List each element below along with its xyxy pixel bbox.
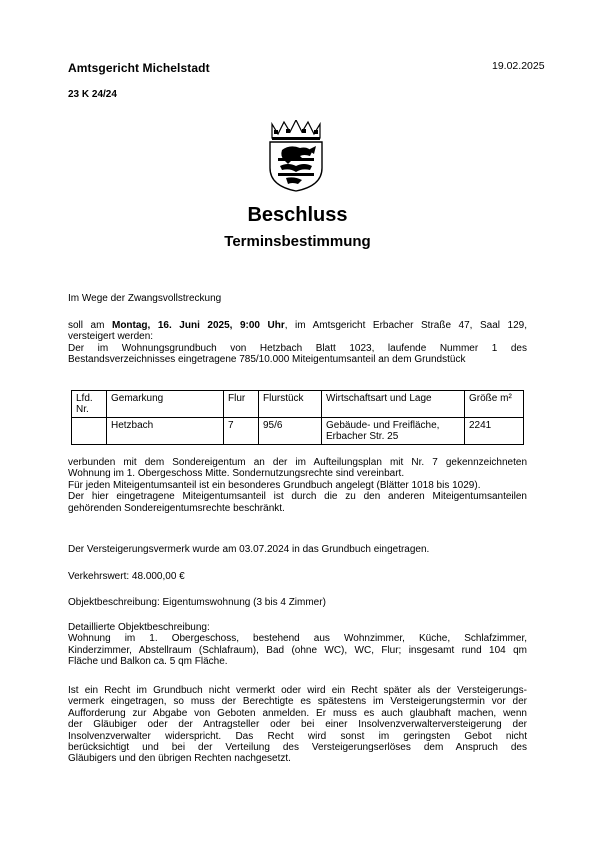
document-date: 19.02.2025 (492, 60, 545, 72)
table-cell: 95/6 (259, 417, 322, 444)
table-cell: 2241 (465, 417, 524, 444)
document-subtitle: Terminsbestimmung (224, 233, 371, 250)
auction-line-4: Bestandsverzeichnisses eingetragene 785/10.000 Miteigentumsanteil an dem Grundstück (68, 354, 466, 366)
text-line: Fläche und Balkon ca. 5 qm Fläche. (68, 656, 228, 668)
table-header-cell: Flur (224, 391, 259, 418)
text-line: Der hier eingetragene Miteigentumsanteil ist durch die zu den anderen Miteigentumsanteilen (68, 491, 527, 503)
document-title: Beschluss (247, 204, 348, 226)
text-line: berücksichtigt und bei der Verteilung des Versteigerungserlöses dem Anspruch des (68, 742, 527, 754)
file-number: 23 K 24/24 (68, 89, 117, 100)
hesse-coat-of-arms-icon (264, 120, 328, 192)
detail-paragraph (68, 622, 527, 668)
text-line: Insolvenzverwalter widerspricht. Das Recht wird sonst im geringsten Gebot nicht (68, 730, 527, 742)
court-name: Amtsgericht Michelstadt (68, 61, 210, 75)
table-header-cell: Größe m² (465, 391, 524, 418)
auction-date-time: Montag, 16. Juni 2025, 9:00 Uhr (111, 320, 285, 331)
auction-paragraph (68, 320, 527, 366)
table-header-cell: Flurstück (259, 391, 322, 418)
verkehrswert-text: Verkehrswert: 48.000,00 € (68, 571, 185, 582)
auction-suffix: , im Amtsgericht Erbacher Straße 47, Saal 129, (284, 320, 528, 331)
text-line: Für jeden Miteigentumsanteil ist ein besonderes Grundbuch angelegt (Blätter 1018 bis 1029). (68, 479, 481, 491)
text-line: Ist ein Recht im Grundbuch nicht vermerkt oder wird ein Recht später als der Versteigerungs- (68, 685, 527, 696)
table-header-row (72, 391, 524, 418)
auction-line-1 (68, 320, 527, 331)
table-header-cell: Gemarkung (107, 391, 224, 418)
property-table (71, 390, 524, 445)
vermerk-text: Der Versteigerungsvermerk wurde am 03.07.2024 in das Grundbuch eingetragen. (68, 544, 430, 555)
text-line: Wohnung im 1. Obergeschoss, bestehend aus Wohnzimmer, Küche, Schlafzimmer, (68, 633, 527, 645)
rights-paragraph (68, 685, 527, 765)
table-cell: Gebäude- und Freifläche, Erbacher Str. 25 (322, 417, 465, 444)
table-header-cell: Wirtschaftsart und Lage (322, 391, 465, 418)
table-cell: 7 (224, 417, 259, 444)
text-line: Detaillierte Objektbeschreibung: (68, 622, 210, 633)
auction-line-3: Der im Wohnungsgrundbuch von Hetzbach Blatt 1023, laufende Nummer 1 des (68, 342, 527, 354)
objekt-text: Objektbeschreibung: Eigentumswohnung (3 bis 4 Zimmer) (68, 597, 326, 608)
text-line: Wohnung im 1. Obergeschoss Mitte. Sondernutzungsrechte sind vereinbart. (68, 468, 405, 480)
intro-text: Im Wege der Zwangsvollstreckung (68, 293, 222, 304)
table-cell: Hetzbach (107, 417, 224, 444)
auction-prefix: soll am (68, 320, 112, 331)
text-line: der Gläubiger oder der Antragsteller oder bei einer Insolvenzverwalterversteigerung der (68, 719, 527, 731)
after-table-paragraph (68, 457, 527, 514)
table-cell (72, 417, 107, 444)
auction-line-2: versteigert werden: (68, 331, 154, 343)
text-line: Kinderzimmer, Abstellraum (Schlafraum), Bad (ohne WC), WC, Flur; insgesamt rund 104 qm (68, 644, 527, 656)
text-line: Aufforderung zur Abgabe von Geboten anmelden. Er muss es auch glaubhaft machen, wenn (68, 707, 527, 719)
text-line: gehörenden Sondereigentumsrechte beschränkt. (68, 502, 285, 514)
text-line: Gläubigers und den übrigen Rechten nachgesetzt. (68, 753, 291, 765)
text-line: verbunden mit dem Sondereigentum an der im Aufteilungsplan mit Nr. 7 gekennzeichneten (68, 457, 527, 468)
table-row (72, 417, 524, 444)
text-line: vermerk eingetragen, so muss der Berechtigte es spätestens im Versteigerungstermin vor der (68, 696, 527, 708)
table-header-cell: Lfd. Nr. (72, 391, 107, 418)
